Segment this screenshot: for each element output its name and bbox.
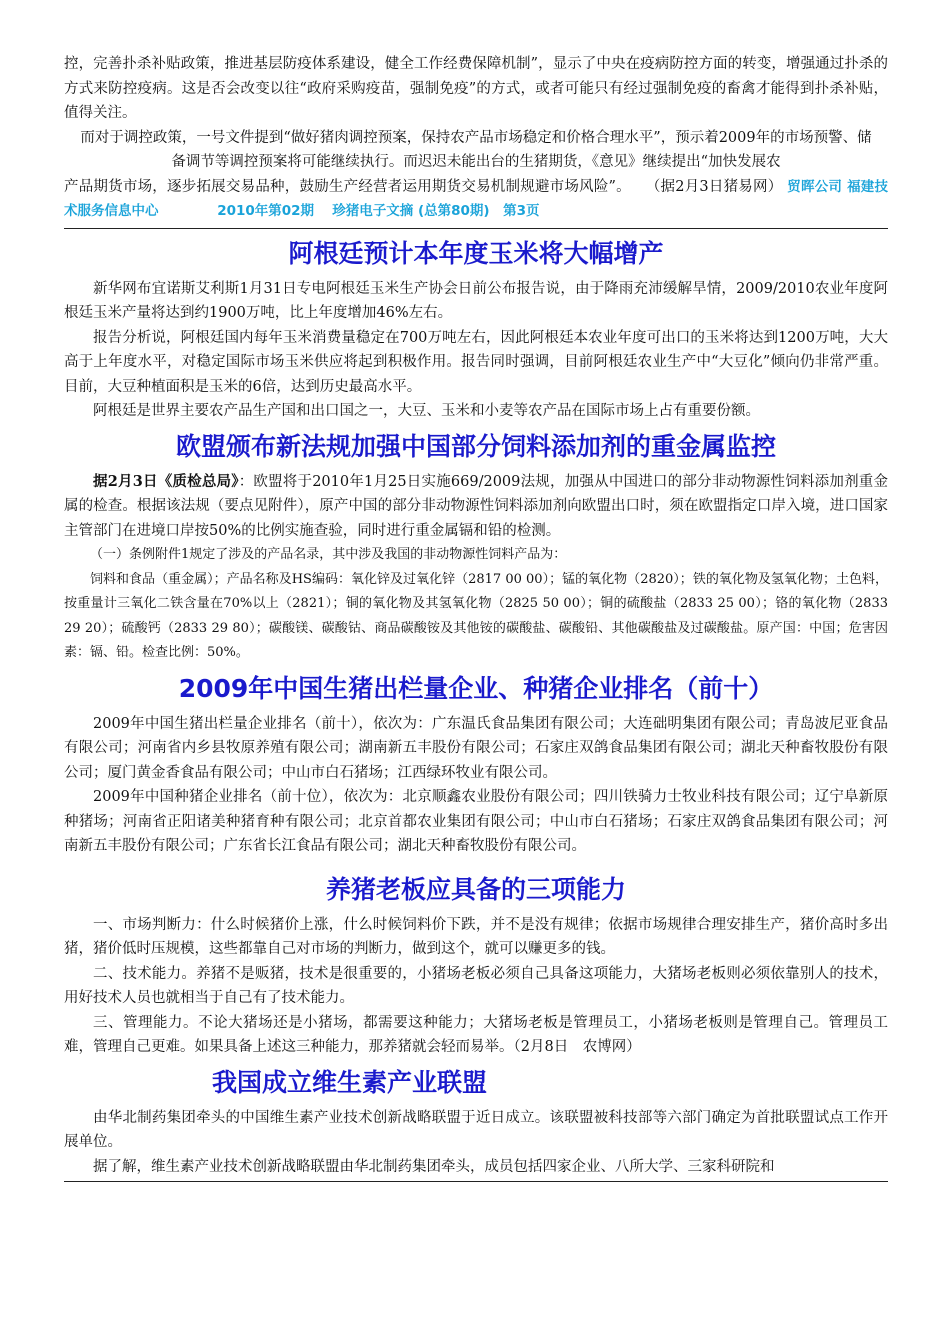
- body-paragraph: [64, 175, 888, 224]
- body-paragraph: 控，完善扑杀补贴政策，推进基层防疫体系建设，健全工作经费保障机制”，显示了中央在疫病防控方面的转变，增强通过扑杀的方式来防控疫病。这是否会改变以往“政府采购疫苗，强制免疫”的方式，或者可能只有经过强制免疫的畜禽才能得到扑杀补贴，值得关注。: [64, 56, 888, 121]
- body-paragraph: 一、市场判断力：什么时候猪价上涨，什么时候饲料价下跌，并不是没有规律；依据市场规律合理安排生产，猪价高时多出猪，猪价低时压规模，这些都靠自己对市场的判断力，做到这个，就可以赚更多的钱。: [64, 916, 888, 957]
- running-head: 贸晖公司 福建技术服务信息中心 2010年第02期 珍猪电子文摘 (总第80期) 第3页: [64, 178, 889, 219]
- body-paragraph: [64, 470, 888, 544]
- body-paragraph: （一）条例附件1规定了涉及的产品名录，其中涉及我国的非动物源性饲料产品为：: [90, 547, 567, 562]
- article-title: 欧盟颁布新法规加强中国部分饲料添加剂的重金属监控: [175, 431, 776, 461]
- body-paragraph: 三、管理能力。不论大猪场还是小猪场，都需要这种能力；大猪场老板是管理员工，小猪场老板则是管理自己。管理员工难，管理自己更难。如果具备上述这三种能力，那养猪就会轻而易举。（2月8日 农博网）: [64, 1014, 888, 1055]
- article-title: 2009年中国生猪出栏量企业、种猪企业排名（前十）: [178, 673, 774, 703]
- lead-text: ：欧盟将于2010年1月25日实施669/2009法规，加强从中国进口的部分非动物源性饲料添加剂重金属的检查。根据该法规（要点见附件），原产中国的部分非动物源性饲料添加剂向欧盟出口时，须在欧盟指定口岸入境，进口国家主管部门在进境口岸按50%的比例实施查验，同时进行重金属镉和铅的检测。: [64, 473, 888, 539]
- body-paragraph: 二、技术能力。养猪不是贩猪，技术是很重要的，小猪场老板必须自己具备这项能力，大猪场老板则必须依靠别人的技术，用好技术人员也就相当于自己有了技术能力。: [64, 965, 888, 1006]
- article-title: 我国成立维生素产业联盟: [212, 1067, 488, 1097]
- body-paragraph: 据了解，维生素产业技术创新战略联盟由华北制药集团牵头，成员包括四家企业、八所大学、三家科研院和: [93, 1158, 775, 1175]
- source-lead: 据2月3日《质检总局》: [93, 472, 239, 490]
- header-rule: [64, 228, 888, 229]
- article-title: 养猪老板应具备的三项能力: [325, 874, 626, 904]
- body-paragraph: 2009年中国生猪出栏量企业排名（前十），依次为：广东温氏食品集团有限公司；大连础明集团有限公司；青岛波尼亚食品有限公司；河南省内乡县牧原养殖有限公司；湖南新五丰股份有限公司；石家庄双鸽食品集团有限公司；湖北天种畜牧股份有限公司；厦门黄金香食品有限公司；中山市白石猪场；江西绿环牧业有限公司。: [64, 715, 888, 781]
- article-title: 阿根廷预计本年度玉米将大幅增产: [288, 238, 664, 268]
- body-paragraph: 报告分析说，阿根廷国内每年玉米消费量稳定在700万吨左右，因此阿根廷本农业年度可出口的玉米将达到1200万吨，大大高于上年度水平，对稳定国际市场玉米供应将起到积极作用。报告同时强调，目前阿根廷农业生产中“大豆化”倾向仍非常严重。目前，大豆种植面积是玉米的6倍，达到历史最高水平。: [64, 329, 888, 395]
- source-note: 产品期货市场，逐步拓展交易品种，鼓励生产经营者运用期货交易机制规避市场风险”。 （据2月3日猪易网）: [64, 178, 783, 195]
- document-page: [64, 52, 888, 1188]
- body-paragraph: 2009年中国种猪企业排名（前十位），依次为：北京顺鑫农业股份有限公司；四川铁骑力士牧业科技有限公司；辽宁阜新原种猪场；河南省正阳诸美种猪育种有限公司；北京首都农业集团有限公司；中山市白石猪场；石家庄双鸽食品集团有限公司；河南新五丰股份有限公司；广东省长江食品有限公司；湖北天种畜牧股份有限公司。: [64, 789, 888, 854]
- body-paragraph: 饲料和食品（重金属）；产品名称及HS编码：氧化锌及过氧化锌（2817 00 00）；锰的氧化物（2820）；铁的氧化物及氢氧化物；土色料，按重量计三氧化二铁含量在70%以上（2821）；铜的氧化物及其氢氧化物（2825 50 00）；铜的硫酸盐（2833 25 00）；铬的氧化物（2833 29 20）；硫酸钙（2833 29 80）；碳酸镁、碳酸钴、商品碳酸铵及其他铵的碳酸盐、碳酸铅、其他碳酸盐及过碳酸盐。原产国：中国；危害因素：镉、铅。检查比例：50%。: [64, 571, 888, 660]
- body-paragraph: 由华北制药集团牵头的中国维生素产业技术创新战略联盟于近日成立。该联盟被科技部等六部门确定为首批联盟试点工作开展单位。: [64, 1109, 888, 1150]
- footer-rule: [64, 1181, 888, 1182]
- body-paragraph: 新华网布宜诺斯艾利斯1月31日专电阿根廷玉米生产协会日前公布报告说，由于降雨充沛缓解旱情，2009/2010农业年度阿根廷玉米产量将达到约1900万吨，比上年度增加46%左右。: [64, 280, 888, 321]
- body-paragraph: 阿根廷是世界主要农产品生产国和出口国之一，大豆、玉米和小麦等农产品在国际市场上占有重要份额。: [93, 403, 760, 419]
- body-paragraph: 而对于调控政策，一号文件提到“做好猪肉调控预案，保持农产品市场稳定和价格合理水平”，预示着2009年的市场预警、储备调节等调控预案将可能继续执行。而迟迟未能出台的生猪期货，《意见》继续提出“加快发展农: [80, 129, 872, 170]
